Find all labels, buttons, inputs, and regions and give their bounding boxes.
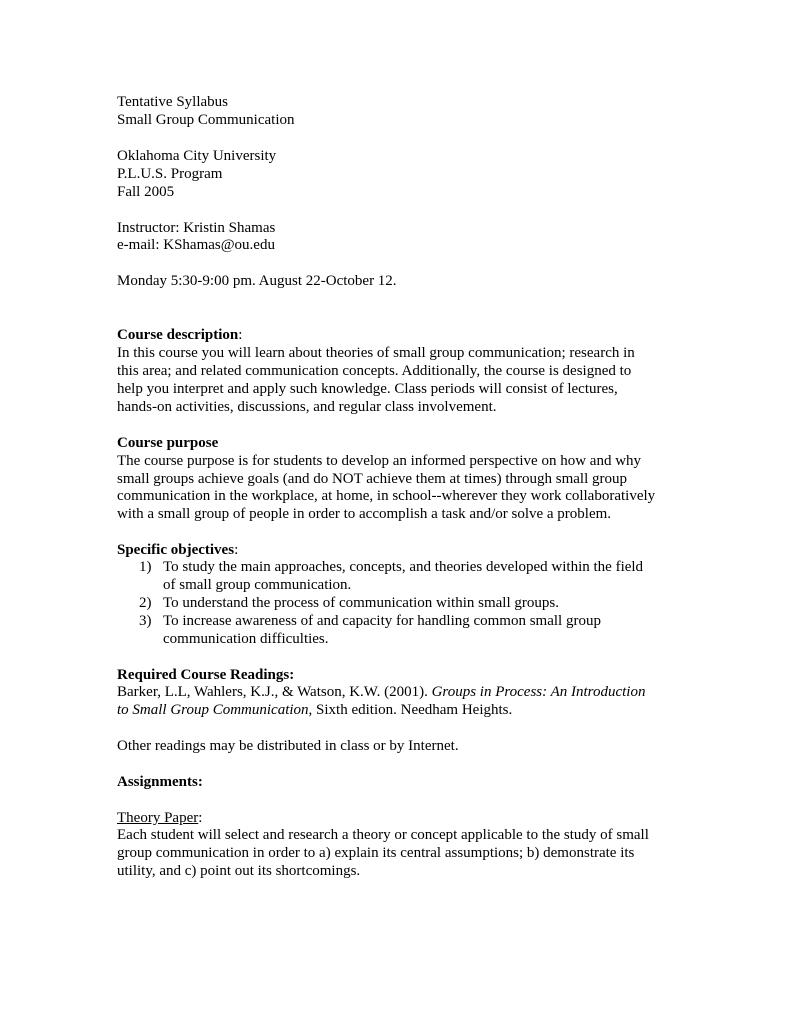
readings-citation <box>117 683 645 701</box>
course-purpose-line: with a small group of people in order to accomplish a task and/or solve a problem. <box>117 506 612 522</box>
instructor-email: e-mail: KShamas@ou.edu <box>117 237 275 253</box>
theory-paper-label: Theory Paper <box>117 810 199 826</box>
course-name: Small Group Communication <box>117 112 295 128</box>
objectives-heading <box>117 541 238 559</box>
theory-paper-line: group communication in order to a) explain its central assumptions; b) demonstrate its <box>117 845 635 861</box>
theory-paper-heading <box>117 809 202 827</box>
objective-number: 2) <box>139 595 152 611</box>
objective-number: 1) <box>139 559 152 575</box>
objective-number: 3) <box>139 613 152 629</box>
objectives-heading-text: Specific objectives <box>117 542 235 558</box>
course-description-line: In this course you will learn about theories of small group communication; research in <box>117 345 635 361</box>
course-purpose-line: The course purpose is for students to develop an informed perspective on how and why <box>117 453 642 469</box>
course-description-line: help you interpret and apply such knowledge. Class periods will consist of lectures, <box>117 381 618 397</box>
program-name: P.L.U.S. Program <box>117 166 223 182</box>
readings-heading: Required Course Readings: <box>117 667 295 683</box>
course-description-heading <box>117 326 242 344</box>
syllabus-title: Tentative Syllabus <box>117 94 229 110</box>
readings-citation-continued <box>117 701 512 719</box>
course-purpose-line: small groups achieve goals (and do NOT achieve them at times) through small group <box>117 471 628 487</box>
objective-text-continued: of small group communication. <box>163 577 352 593</box>
course-description-heading-colon: : <box>238 327 243 343</box>
course-purpose-heading: Course purpose <box>117 435 219 451</box>
objectives-heading-colon: : <box>234 542 239 558</box>
course-description-heading-text: Course description <box>117 327 239 343</box>
course-description-line: hands-on activities, discussions, and regular class involvement. <box>117 399 497 415</box>
citation-title-continued: to Small Group Communication <box>117 702 309 718</box>
course-purpose-line: communication in the workplace, at home, in school--wherever they work collaboratively <box>117 488 656 504</box>
other-readings-note: Other readings may be distributed in class or by Internet. <box>117 738 459 754</box>
university-name: Oklahoma City University <box>117 148 277 164</box>
objective-text-continued: communication difficulties. <box>163 631 329 647</box>
assignments-heading: Assignments: <box>117 774 203 790</box>
course-description-line: this area; and related communication concepts. Additionally, the course is designed to <box>117 363 632 379</box>
theory-paper-colon: : <box>198 810 203 826</box>
objective-text: To study the main approaches, concepts, and theories developed within the field <box>163 559 644 575</box>
citation-authors: Barker, L.L, Wahlers, K.J., & Watson, K.W. (2001). <box>117 684 432 700</box>
term: Fall 2005 <box>117 184 175 200</box>
citation-title: Groups in Process: An Introduction <box>431 684 646 700</box>
class-schedule: Monday 5:30-9:00 pm. August 22-October 12. <box>117 273 397 289</box>
theory-paper-line: utility, and c) point out its shortcomings. <box>117 863 361 879</box>
objective-text: To understand the process of communication within small groups. <box>163 595 559 611</box>
instructor-name: Instructor: Kristin Shamas <box>117 220 276 236</box>
theory-paper-line: Each student will select and research a theory or concept applicable to the study of small <box>117 827 649 843</box>
citation-edition: , Sixth edition. Needham Heights. <box>308 702 513 718</box>
objective-text: To increase awareness of and capacity for handling common small group <box>163 613 601 629</box>
